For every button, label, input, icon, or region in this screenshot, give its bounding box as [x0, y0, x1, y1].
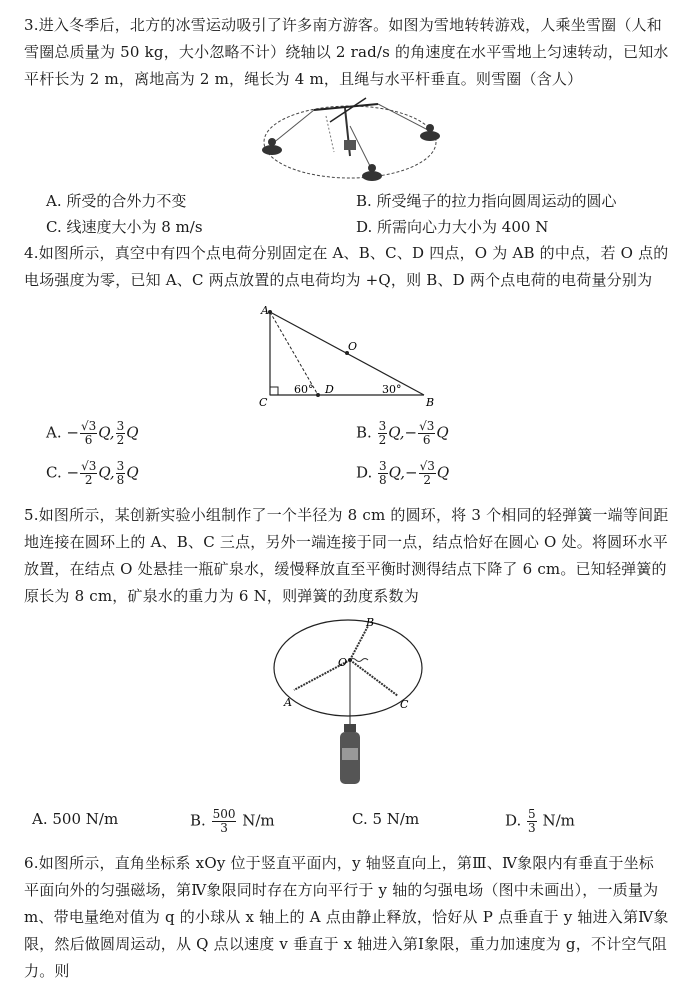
q4-option-b[interactable]: B. $\frac{3}{2}$ Q,− $\frac{√3}{6}$ Q [356, 419, 449, 447]
question-4-text: 4.如图所示，真空中有四个点电荷分别固定在 A、B、C、D 四点，O 为 AB 的中点，若 O 点的电场强度为零，已知 A、C 两点放置的点电荷均为 +Q，则 B、D 两个点电荷的电荷量分别为 [24, 244, 669, 289]
q3-option-d[interactable]: D. 所需向心力大小为 400 N [356, 218, 549, 236]
spring-ring-figure [270, 618, 430, 798]
q4-option-d[interactable]: D. $\frac{3}{8}$ Q,− $\frac{√3}{2}$ Q [356, 459, 450, 487]
snow-ring-game-figure [250, 96, 460, 188]
ring-label-o: O [338, 656, 348, 669]
q5-option-a[interactable]: A. 500 N/m [32, 810, 119, 828]
q3-option-c[interactable]: C. 线速度大小为 8 m/s [46, 218, 203, 236]
q3-option-b[interactable]: B. 所受绳子的拉力指向圆周运动的圆心 [356, 192, 617, 210]
ring-label-c: C [400, 698, 409, 711]
question-5-text: 5.如图所示，某创新实验小组制作了一个半径为 8 cm 的圆环，将 3 个相同的轻弹簧一端等间距地连接在圆环上的 A、B、C 三点，另外一端连接于同一点，结点恰好在圆心 O 处。将圆环水平放置，在结点 O 处悬挂一瓶矿泉水，缓慢释放直至平衡时测得结点下降了 6 cm。已知轻弹簧的原长为 8 cm，矿泉水的重力为 6 N，则弹簧的劲度系数为 [24, 506, 669, 605]
ring-label-b: B [366, 618, 375, 629]
question-3-text: 3.进入冬季后，北方的冰雪运动吸引了许多南方游客。如图为雪地转转游戏，人乘坐雪圈（人和雪圈总质量为 50 kg，大小忽略不计）绕轴以 2 rad/s 的角速度在水平雪地上匀速转动，已知水平杆长为 2 m，离地高为 2 m，绳长为 4 m，且绳与水平杆垂直。则雪圈（含人） [24, 16, 669, 88]
angle-30: 30° [382, 383, 402, 396]
figure-label-a: A [261, 304, 269, 317]
question-6-text: 6.如图所示，直角坐标系 xOy 位于竖直平面内，y 轴竖直向上，第Ⅲ、Ⅳ象限内有垂直于坐标平面向外的匀强磁场，第Ⅳ象限同时存在方向平行于 y 轴的匀强电场（图中未画出），一质量为 m、带电量绝对值为 q 的小球从 x 轴上的 A 点由静止释放，恰好从 P 点垂直于 y 轴进入第Ⅳ象限，然后做圆周运动，从 Q 点以速度 v 垂直于 x 轴进入第Ⅰ象限，重力加速度为 g，不计空气阻力。则 [24, 854, 669, 980]
q4-option-a[interactable]: A. − $\frac{√3}{6}$ Q, $\frac{3}{2}$ Q [46, 419, 139, 447]
q4-option-c[interactable]: C. − $\frac{√3}{2}$ Q, $\frac{3}{8}$ Q [46, 459, 139, 487]
q5-option-b[interactable]: B. $\frac{500}{3}$ N/m [190, 807, 275, 835]
q3-option-a[interactable]: A. 所受的合外力不变 [46, 192, 187, 210]
figure-label-d: D [325, 383, 334, 396]
q5-option-d[interactable]: D. $\frac{5}{3}$ N/m [505, 807, 575, 835]
figure-label-c: C [259, 396, 268, 409]
ring-label-a: A [284, 696, 292, 709]
angle-60: 60° [294, 383, 314, 396]
figure-label-o: O [348, 340, 358, 353]
figure-label-b: B [426, 396, 435, 409]
triangle-charges-figure [252, 298, 442, 410]
q5-option-c[interactable]: C. 5 N/m [352, 810, 420, 828]
